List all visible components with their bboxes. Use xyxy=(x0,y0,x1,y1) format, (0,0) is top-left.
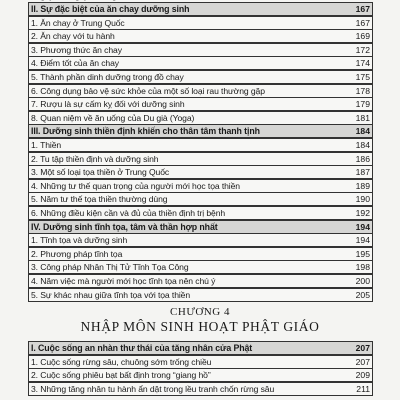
toc-entry xyxy=(28,56,373,70)
toc-entry-page: 167 xyxy=(355,17,370,28)
toc-entry-title: 4. Những tư thế quan trọng của người mới học tọa thiền xyxy=(31,180,240,191)
toc-entry-page: 174 xyxy=(355,58,370,69)
toc-entry xyxy=(28,111,373,125)
toc-entry xyxy=(28,70,373,84)
toc-entry-page: 211 xyxy=(356,383,370,394)
toc-entry-page: 190 xyxy=(355,194,370,205)
toc-entry-title: 8. Quan niệm về ăn uống của Du già (Yoga) xyxy=(31,112,195,123)
toc-entry xyxy=(28,192,373,206)
toc-section-heading xyxy=(28,124,373,138)
toc-entry xyxy=(28,43,373,57)
toc-entry-page: 181 xyxy=(355,112,370,123)
toc-entry-page: 189 xyxy=(355,180,370,191)
toc-entry-title: 3. Một số loại tọa thiền ở Trung Quốc xyxy=(31,167,170,178)
toc-entry-page: 178 xyxy=(355,85,370,96)
toc-entry-page: 169 xyxy=(355,31,370,42)
toc-entry-page: 209 xyxy=(355,370,370,381)
toc-entry-title: 1. Tĩnh tọa và dưỡng sinh xyxy=(31,235,128,246)
toc-entry xyxy=(28,16,373,30)
toc-entry-title: II. Sự đặc biệt của ăn chay dưỡng sinh xyxy=(31,4,190,14)
toc-entry xyxy=(28,355,373,369)
toc-entry-page: 184 xyxy=(355,140,370,150)
toc-section-heading xyxy=(28,341,373,355)
toc-entry-title: 7. Rượu là sự cấm kỵ đối với dưỡng sinh xyxy=(31,99,185,110)
toc-entry-title: 1. Ăn chay ở Trung Quốc xyxy=(31,17,125,28)
toc-entry-title: 5. Năm tư thế tọa thiền thường dùng xyxy=(31,194,168,205)
toc-entry-title: 2. Cuộc sống phiêu bạt bất định trong “giang hồ” xyxy=(31,370,211,381)
toc-entry-title: 2. Tu tập thiền định và dưỡng sinh xyxy=(31,153,159,164)
chapter-number: CHƯƠNG 4 xyxy=(170,306,230,318)
toc-entry-page: 167 xyxy=(355,4,370,14)
toc-entry-title: 4. Năm việc mà người mới học tĩnh tọa nên chú ý xyxy=(31,276,216,286)
chapter-title: NHẬP MÔN SINH HOẠT PHẬT GIÁO xyxy=(80,319,320,334)
toc-entry xyxy=(28,288,373,302)
toc-entry-page: 175 xyxy=(355,72,370,82)
toc-entry-title: 3. Những tăng nhân tu hành ẩn dật trong lều tranh chốn rừng sâu xyxy=(31,383,275,394)
toc-entry xyxy=(28,206,373,220)
toc-entry-title: 2. Ăn chay với tu hành xyxy=(31,31,115,42)
toc-entry xyxy=(28,382,373,396)
toc-section-heading xyxy=(28,2,373,16)
toc-entry-page: 179 xyxy=(355,99,370,110)
toc-entry-title: 5. Thành phần dinh dưỡng trong đồ chay xyxy=(31,72,184,82)
toc-entry xyxy=(28,165,373,179)
toc-entry-title: 2. Phương pháp tĩnh tọa xyxy=(31,248,123,259)
toc-entry xyxy=(28,247,373,261)
toc-entry-page: 184 xyxy=(355,126,370,137)
toc-entry xyxy=(28,97,373,111)
toc-entry-page: 198 xyxy=(355,262,370,273)
toc-entry-title: I. Cuộc sống an nhàn thư thái của tăng nhân cửa Phật xyxy=(31,343,253,353)
toc-entry-page: 192 xyxy=(355,208,370,218)
toc-entry-title: 3. Phương thức ăn chay xyxy=(31,44,122,55)
toc-entry-title: 6. Những điều kiện cần và đủ của thiền định trị bệnh xyxy=(31,208,226,218)
toc-entry xyxy=(28,260,373,274)
toc-entry-page: 207 xyxy=(355,343,370,353)
toc-entry-title: 6. Công dụng bảo vệ sức khỏe của một số loại rau thường gặp xyxy=(31,85,265,96)
toc-entry xyxy=(28,233,373,247)
toc-entry-page: 207 xyxy=(355,356,370,367)
toc-entry-title: 3. Công pháp Nhân Thị Tử Tĩnh Tọa Công xyxy=(31,262,189,273)
toc-entry xyxy=(28,152,373,166)
toc-entry-title: 1. Thiền xyxy=(31,140,62,150)
toc-entry xyxy=(28,29,373,43)
toc-entry-page: 194 xyxy=(355,235,370,246)
toc-entry-title: 4. Điểm tốt của ăn chay xyxy=(31,58,119,69)
toc-entry xyxy=(28,368,373,382)
toc-entry-page: 195 xyxy=(355,248,370,259)
toc-entry xyxy=(28,84,373,98)
toc-entry-page: 186 xyxy=(355,153,370,164)
toc-entry-page: 187 xyxy=(355,167,370,178)
toc-entry xyxy=(28,274,373,288)
toc-section-heading xyxy=(28,220,373,234)
toc-entry-title: 1. Cuộc sống rừng sâu, chuông sớm trống chiều xyxy=(31,356,212,367)
toc-entry-title: 5. Sự khác nhau giữa tĩnh tọa với tọa thiền xyxy=(31,289,191,300)
toc-entry-page: 200 xyxy=(355,276,370,286)
toc-entry-title: IV. Dưỡng sinh tĩnh tọa, tâm và thần hợp nhất xyxy=(31,221,218,232)
toc-entry xyxy=(28,138,373,152)
toc-entry-title: III. Dưỡng sinh thiền định khiến cho thân tâm thanh tịnh xyxy=(31,126,260,137)
toc-entry-page: 194 xyxy=(355,221,370,232)
toc-entry xyxy=(28,179,373,193)
toc-entry-page: 172 xyxy=(355,44,370,55)
toc-entry-page: 205 xyxy=(355,289,370,300)
